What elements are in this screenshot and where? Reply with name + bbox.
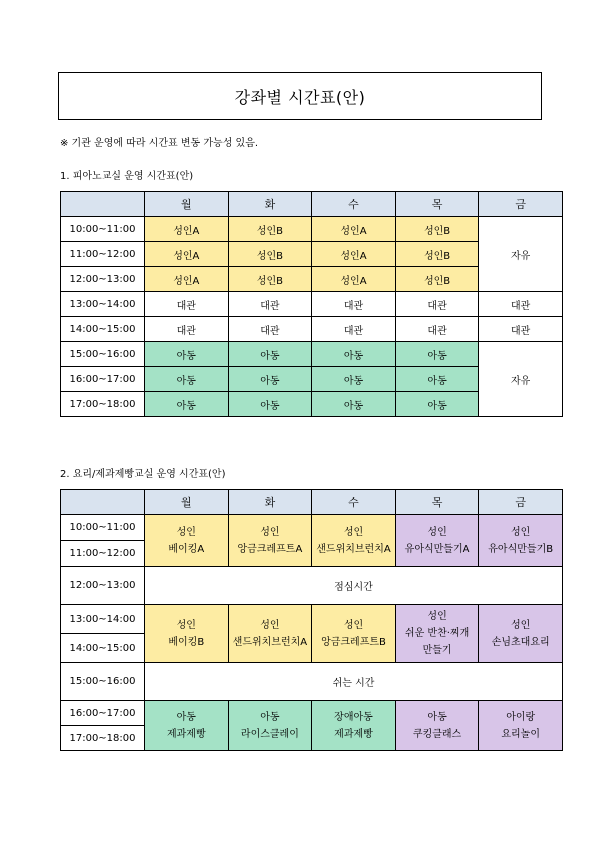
table-row [61,342,563,367]
class-cell: 아동 [312,367,396,392]
time-cell: 14:00~15:00 [61,317,145,342]
time-cell: 12:00~13:00 [61,567,145,605]
time-cell: 14:00~15:00 [61,634,145,663]
class-cell: 대관 [312,317,396,342]
header-row [61,192,563,217]
class-cell: 성인A [312,242,396,267]
class-name: 유아식만들기A [404,543,470,555]
class-cell [479,701,563,751]
class-level: 아동 [176,711,196,723]
class-cell [145,605,229,663]
class-level: 아동 [260,711,280,723]
class-cell: 대관 [228,317,312,342]
class-cell [145,701,229,751]
class-level: 성인 [511,619,531,631]
class-cell: 성인A [312,267,396,292]
class-cell: 아동 [312,392,396,417]
class-name: 베이킹B [168,636,205,648]
class-cell [395,701,479,751]
rest-cell: 쉬는 시간 [145,663,563,701]
time-cell: 17:00~18:00 [61,726,145,751]
class-cell [479,605,563,663]
class-cell: 대관 [479,292,563,317]
class-cell: 대관 [228,292,312,317]
day-header-wed: 수 [312,490,396,515]
class-name: 베이킹A [168,543,205,555]
class-cell: 성인B [228,267,312,292]
class-level: 성인 [343,526,364,538]
day-header-thu: 목 [395,192,479,217]
class-cell: 아동 [145,367,229,392]
table-row [61,317,563,342]
class-cell: 성인B [395,242,479,267]
time-cell: 10:00~11:00 [61,217,145,242]
class-cell: 대관 [312,292,396,317]
class-cell: 대관 [145,292,229,317]
header-row [61,490,563,515]
time-cell: 16:00~17:00 [61,701,145,726]
class-cell: 성인B [228,242,312,267]
free-cell: 자유 [479,342,563,417]
table-row [61,515,563,541]
free-cell: 자유 [479,217,563,292]
time-cell: 13:00~14:00 [61,292,145,317]
class-cell: 아동 [145,342,229,367]
class-name: 유아식만들기B [488,543,554,555]
class-cell: 아동 [228,342,312,367]
class-name: 제과제빵 [334,728,373,740]
class-cell: 성인A [312,217,396,242]
class-name: 샌드위치브런치A [316,543,391,555]
class-cell: 아동 [395,392,479,417]
class-name: 제과제빵 [166,728,206,740]
day-header-tue: 화 [228,192,312,217]
class-cell: 대관 [395,292,479,317]
table-row [61,663,563,701]
class-cell [479,515,563,567]
class-cell: 대관 [479,317,563,342]
day-header-tue: 화 [228,490,312,515]
class-name: 손님초대요리 [491,636,550,648]
class-cell [145,515,229,567]
class-level: 성인 [511,526,531,538]
table-row [61,217,563,242]
lunch-cell: 점심시간 [145,567,563,605]
class-cell: 성인B [228,217,312,242]
day-header-mon: 월 [145,192,229,217]
class-cell: 아동 [228,367,312,392]
day-header-thu: 목 [395,490,479,515]
time-cell: 12:00~13:00 [61,267,145,292]
class-cell: 아동 [312,342,396,367]
notice-text: ※ 기관 운영에 따라 시간표 변동 가능성 있음. [60,138,259,149]
time-cell: 13:00~14:00 [61,605,145,634]
time-cell: 10:00~11:00 [61,515,145,541]
class-cell: 아동 [145,392,229,417]
class-level: 성인 [427,611,447,622]
class-cell [228,701,312,751]
time-cell: 17:00~18:00 [61,392,145,417]
class-cell: 아동 [228,392,312,417]
time-cell: 11:00~12:00 [61,242,145,267]
corner-cell [61,490,145,515]
class-name: 샌드위치브런치A [232,636,308,648]
table-row [61,292,563,317]
class-level: 성인 [343,619,364,631]
class-cell: 성인A [145,267,229,292]
class-cell: 성인B [395,267,479,292]
corner-cell [61,192,145,217]
class-cell [395,605,479,663]
class-level: 성인 [260,619,280,631]
time-cell: 15:00~16:00 [61,663,145,701]
class-cell [395,515,479,567]
day-header-wed: 수 [312,192,396,217]
day-header-mon: 월 [145,490,229,515]
class-cell [312,515,396,567]
time-cell: 16:00~17:00 [61,367,145,392]
class-level: 성인 [260,526,280,538]
day-header-fri: 금 [479,490,563,515]
class-name: 앙금크레프트B [321,636,386,648]
class-cell: 아동 [395,367,479,392]
class-cell: 아동 [395,342,479,367]
time-cell: 11:00~12:00 [61,541,145,567]
class-cell: 대관 [395,317,479,342]
class-name: 라이스클레이 [240,728,299,740]
class-cell: 성인A [145,242,229,267]
class-cell: 성인B [395,217,479,242]
class-cell: 성인A [145,217,229,242]
table-row [61,567,563,605]
class-name: 앙금크레프트A [237,543,303,555]
piano-timetable [60,191,563,417]
class-cell [312,701,396,751]
class-level: 아이랑 [506,711,536,723]
table-row [61,701,563,726]
day-header-fri: 금 [479,192,563,217]
class-cell: 대관 [145,317,229,342]
class-level: 성인 [427,526,447,538]
cooking-timetable [60,489,563,751]
class-cell [228,515,312,567]
piano-section-title: 1. 피아노교실 운영 시간표(안) [60,171,194,182]
class-name: 쉬운 반찬·찌개 [404,628,470,639]
class-name: 쿠킹클래스 [412,728,462,740]
class-level: 성인 [176,526,196,538]
class-name: 만들기 [422,645,452,656]
class-cell [312,605,396,663]
class-level: 성인 [176,619,196,631]
class-level: 장애아동 [334,711,373,723]
table-row [61,605,563,634]
class-level: 아동 [427,711,447,723]
time-cell: 15:00~16:00 [61,342,145,367]
class-name: 요리놀이 [501,728,540,740]
cooking-section-title: 2. 요리/제과제빵교실 운영 시간표(안) [60,469,226,480]
page-title: 강좌별 시간표(안) [58,72,542,120]
class-cell [228,605,312,663]
